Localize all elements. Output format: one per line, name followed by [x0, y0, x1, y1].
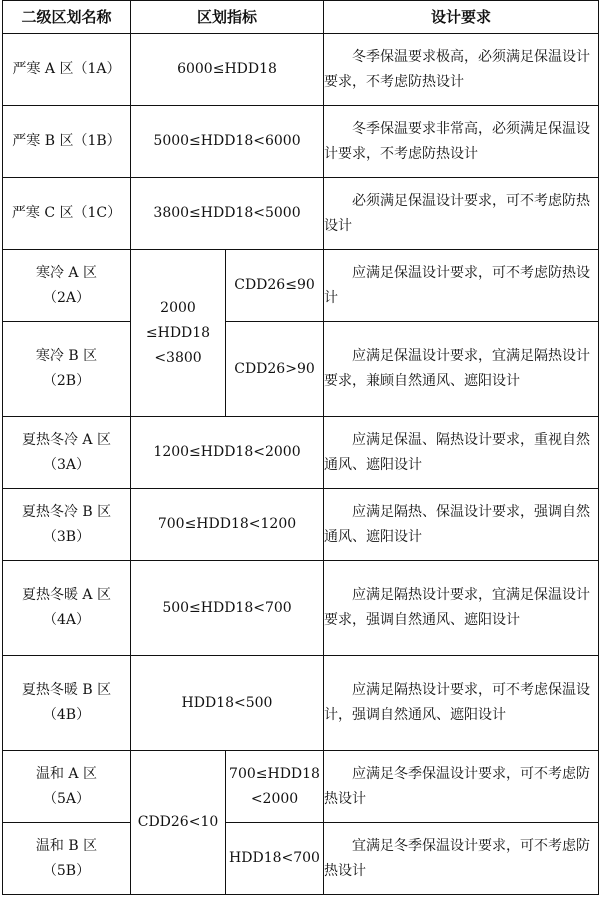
zone-requirement: 应满足保温设计要求，可不考虑防热设计 — [324, 250, 599, 322]
zone-index: HDD18<500 — [131, 656, 324, 751]
index-line: ≤HDD18 — [145, 324, 211, 341]
zone-name — [3, 656, 131, 751]
zone-name-line: 寒冷 A 区 — [35, 264, 97, 281]
zone-index: 5000≤HDD18<6000 — [131, 106, 324, 178]
zone-index: 3800≤HDD18<5000 — [131, 178, 324, 250]
table-row — [3, 561, 599, 656]
table-row — [3, 417, 599, 489]
zone-name: 严寒 A 区（1A） — [3, 34, 131, 106]
table-row — [3, 250, 599, 322]
zone-code: （2B） — [42, 373, 91, 389]
zone-name-line: 夏热冬冷 A 区 — [21, 431, 111, 448]
zone-requirement: 应满足隔热设计要求，宜满足保温设计要求，强调自然通风、遮阳设计 — [324, 561, 599, 656]
zone-requirement: 宜满足冬季保温设计要求，可不考虑防热设计 — [324, 823, 599, 895]
table-row — [3, 34, 599, 106]
zone-name — [3, 250, 131, 322]
zone-name — [3, 417, 131, 489]
zone-code: （2A） — [42, 289, 91, 306]
zone-name-line: 夏热冬暖 A 区 — [21, 587, 111, 603]
zone-code: （3B） — [42, 528, 91, 545]
zone-requirement: 应满足保温、隔热设计要求，重视自然通风、遮阳设计 — [324, 417, 599, 489]
index-line: <3800 — [154, 349, 202, 366]
table-row — [3, 106, 599, 178]
zone-index: 6000≤HDD18 — [131, 34, 324, 106]
zone-requirement: 冬季保温要求极高，必须满足保温设计要求，不考虑防热设计 — [324, 34, 599, 106]
sub-index-line: <2000 — [250, 790, 299, 807]
zone-name-line: 夏热冬暖 B 区 — [21, 682, 112, 698]
zone-name-line: 夏热冬冷 B 区 — [21, 503, 112, 520]
index-line: 2000 — [160, 299, 196, 316]
table-row — [3, 489, 599, 561]
zone-name: 严寒 B 区（1B） — [3, 106, 131, 178]
sub-index — [226, 751, 324, 823]
zone-name-line: 温和 B 区 — [35, 837, 98, 854]
sub-index: HDD18<700 — [226, 823, 324, 895]
mild-merged-index: CDD26<10 — [131, 751, 226, 895]
zone-index: 700≤HDD18<1200 — [131, 489, 324, 561]
climate-zone-table — [2, 0, 599, 895]
zone-name — [3, 751, 131, 823]
table-row — [3, 823, 599, 895]
sub-index-line: 700≤HDD18 — [229, 765, 320, 782]
zone-index: 1200≤HDD18<2000 — [131, 417, 324, 489]
table-row — [3, 322, 599, 417]
zone-name-line: 寒冷 B 区 — [35, 348, 98, 364]
table-row — [3, 656, 599, 751]
zone-code: （4A） — [42, 612, 91, 628]
zone-name — [3, 823, 131, 895]
zone-requirement: 冬季保温要求非常高，必须满足保温设计要求，不考虑防热设计 — [324, 106, 599, 178]
zone-requirement: 应满足冬季保温设计要求，可不考虑防热设计 — [324, 751, 599, 823]
zone-requirement: 应满足隔热、保温设计要求，强调自然通风、遮阳设计 — [324, 489, 599, 561]
header-zone-name: 二级区划名称 — [3, 1, 131, 34]
header-zone-index: 区划指标 — [131, 1, 324, 34]
zone-code: （5A） — [42, 790, 91, 807]
sub-index: CDD26>90 — [226, 322, 324, 417]
zone-requirement: 应满足隔热设计要求，可不考虑保温设计，强调自然通风、遮阳设计 — [324, 656, 599, 751]
header-design-requirement: 设计要求 — [324, 1, 599, 34]
table-row — [3, 178, 599, 250]
zone-name — [3, 561, 131, 656]
sub-index: CDD26≤90 — [226, 250, 324, 322]
zone-requirement: 应满足保温设计要求，宜满足隔热设计要求，兼顾自然通风、遮阳设计 — [324, 322, 599, 417]
zone-code: （5B） — [42, 862, 91, 879]
cold-merged-index — [131, 250, 226, 417]
zone-name — [3, 322, 131, 417]
zone-code: （3A） — [42, 456, 91, 473]
table-row — [3, 751, 599, 823]
zone-code: （4B） — [42, 707, 91, 723]
zone-index: 500≤HDD18<700 — [131, 561, 324, 656]
zone-name-line: 温和 A 区 — [35, 765, 97, 782]
zone-requirement: 必须满足保温设计要求，可不考虑防热设计 — [324, 178, 599, 250]
table-header-row — [3, 1, 599, 34]
zone-name: 严寒 C 区（1C） — [3, 178, 131, 250]
zone-name — [3, 489, 131, 561]
